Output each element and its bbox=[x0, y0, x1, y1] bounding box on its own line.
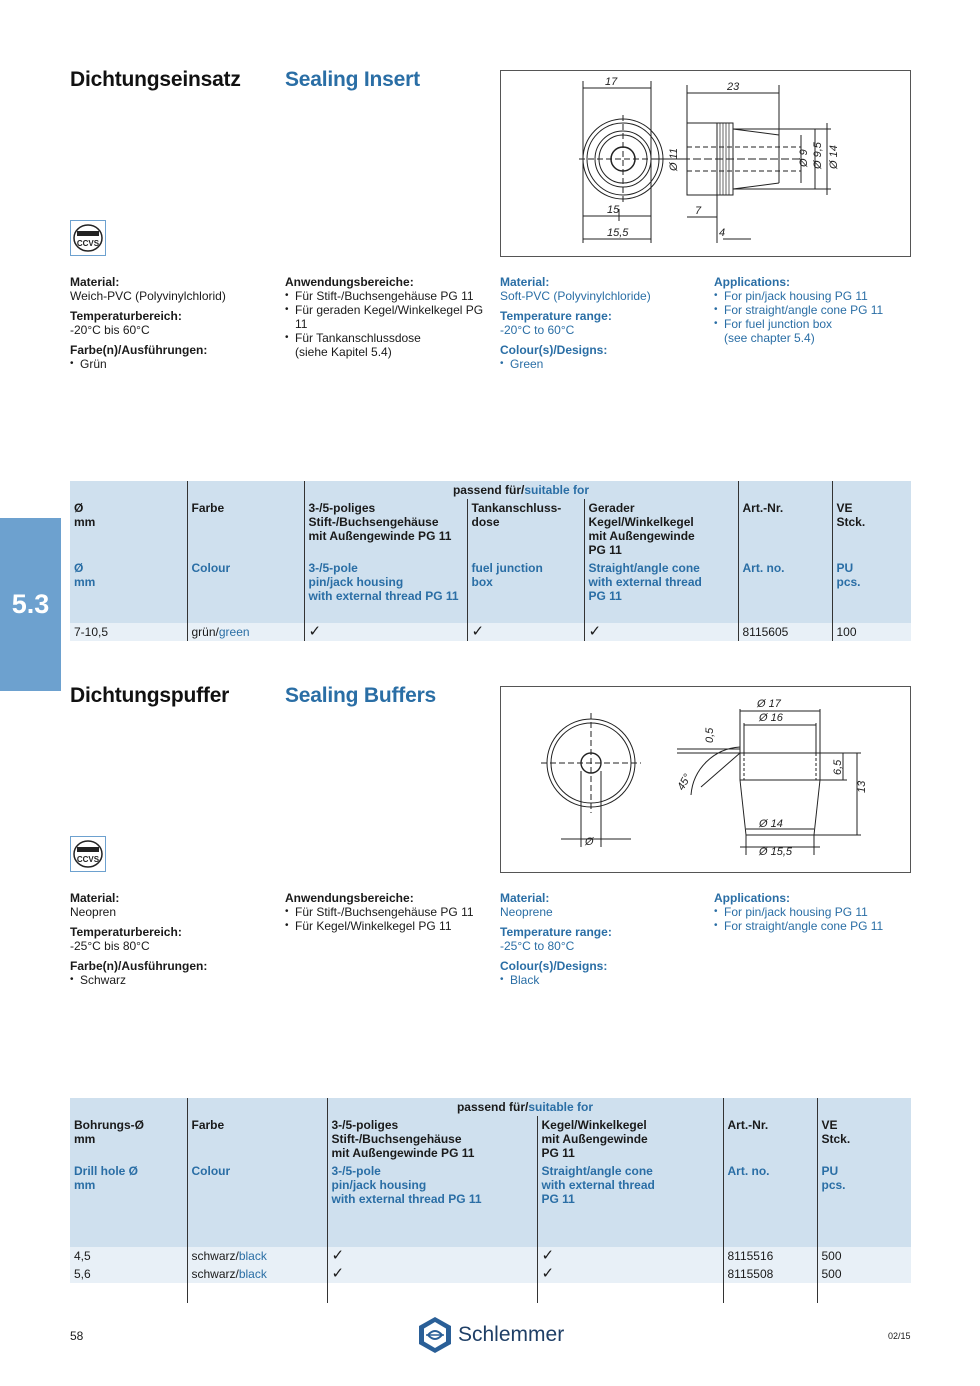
col-header: Art.-Nr. bbox=[723, 1116, 817, 1162]
col-header: Gerader Kegel/Winkelkegel mit Außengewinde PG 11 bbox=[584, 499, 738, 559]
material-value: Soft-PVC (Polyvinylchloride) bbox=[500, 289, 651, 303]
col-header: Farbe bbox=[187, 499, 304, 559]
check-mark: ✓ bbox=[327, 1265, 537, 1283]
colour-label: Colour(s)/Designs: bbox=[500, 343, 608, 357]
col-header: Tankanschluss- dose bbox=[467, 499, 584, 559]
brand-name: Schlemmer bbox=[458, 1323, 565, 1346]
insert-technical-drawing bbox=[500, 70, 911, 257]
apps-label: Applications: bbox=[714, 891, 791, 905]
svg-text:CCVS: CCVS bbox=[76, 855, 100, 864]
col-header: Bohrungs-Ø mm bbox=[70, 1116, 187, 1162]
dim-bore: Ø bbox=[585, 836, 594, 848]
apps-label: Anwendungsbereiche: bbox=[285, 891, 414, 905]
apps-note: (see chapter 5.4) bbox=[724, 331, 815, 345]
apps-label: Anwendungsbereiche: bbox=[285, 275, 414, 289]
dim-65: 6,5 bbox=[832, 759, 844, 775]
insert-apps-en bbox=[714, 275, 914, 345]
dim-d9: Ø 9 bbox=[798, 149, 810, 167]
material-label: Material: bbox=[70, 891, 120, 905]
brand-logo[interactable] bbox=[416, 1315, 564, 1355]
dim-d155: Ø 15,5 bbox=[759, 846, 793, 858]
chapter-tab[interactable] bbox=[0, 518, 61, 691]
certification-logo bbox=[70, 836, 106, 872]
cell-colour: schwarz/black bbox=[187, 1247, 327, 1265]
dim-d14: Ø 14 bbox=[828, 145, 840, 169]
material-value: Weich-PVC (Polyvinylchlorid) bbox=[70, 289, 226, 303]
check-mark: ✓ bbox=[584, 623, 738, 641]
certification-logo bbox=[70, 220, 106, 256]
col-header: 3-/5-poliges Stift-/Buchsengehäuse mit Außengewinde PG 11 bbox=[327, 1116, 537, 1162]
col-header: VE Stck. bbox=[817, 1116, 911, 1162]
temp-label: Temperaturbereich: bbox=[70, 309, 182, 323]
apps-note: (siehe Kapitel 5.4) bbox=[295, 345, 392, 359]
col-header-en: Straight/angle cone with external thread PG 11 bbox=[537, 1162, 723, 1247]
temp-label: Temperaturbereich: bbox=[70, 925, 182, 939]
colour-label: Farbe(n)/Ausführungen: bbox=[70, 343, 208, 357]
cell-pu: 100 bbox=[832, 623, 911, 641]
dim-4: 4 bbox=[719, 227, 726, 239]
buffer-apps-en bbox=[714, 891, 914, 933]
cell-art-no: 8115516 bbox=[723, 1247, 817, 1265]
dim-d11: Ø 11 bbox=[668, 147, 680, 171]
col-header: Art.-Nr. bbox=[738, 499, 832, 559]
temp-label: Temperature range: bbox=[500, 925, 612, 939]
dim-17: 17 bbox=[605, 76, 618, 88]
edition-date: 02/15 bbox=[888, 1331, 911, 1341]
col-header: VE Stck. bbox=[832, 499, 911, 559]
col-header-en: Colour bbox=[187, 1162, 327, 1247]
cell-colour: schwarz/black bbox=[187, 1265, 327, 1283]
apps-item: • For pin/jack housing PG 11 bbox=[714, 289, 914, 303]
apps-item: • Für Stift-/Buchsengehäuse PG 11 bbox=[285, 905, 495, 919]
check-mark: ✓ bbox=[304, 623, 467, 641]
insert-apps-de bbox=[285, 275, 495, 359]
insert-title-en: Sealing Insert bbox=[285, 68, 420, 91]
apps-label: Applications: bbox=[714, 275, 791, 289]
col-header-en: PU pcs. bbox=[832, 559, 911, 623]
temp-value: -20°C to 60°C bbox=[500, 323, 575, 337]
check-mark: ✓ bbox=[327, 1247, 537, 1265]
apps-item: • Für Kegel/Winkelkegel PG 11 bbox=[285, 919, 495, 933]
check-mark: ✓ bbox=[537, 1265, 723, 1283]
buffer-drawing-svg bbox=[501, 687, 910, 872]
material-value: Neoprene bbox=[500, 905, 553, 919]
colour-label: Farbe(n)/Ausführungen: bbox=[70, 959, 208, 973]
buffer-title-de: Dichtungspuffer bbox=[70, 684, 230, 707]
col-header-en: Ø mm bbox=[70, 559, 187, 623]
dim-d17: Ø 17 bbox=[757, 698, 781, 710]
ccvs-logo-icon bbox=[72, 838, 104, 870]
dim-23: 23 bbox=[727, 81, 740, 93]
temp-value: -20°C bis 60°C bbox=[70, 323, 150, 337]
apps-item: • For straight/angle cone PG 11 bbox=[714, 919, 914, 933]
schlemmer-hex-icon bbox=[416, 1315, 454, 1355]
col-header-en: Art. no. bbox=[738, 559, 832, 623]
temp-label: Temperature range: bbox=[500, 309, 612, 323]
col-header-en: Art. no. bbox=[723, 1162, 817, 1247]
insert-props-en bbox=[500, 275, 710, 371]
cell-art-no: 8115508 bbox=[723, 1265, 817, 1283]
col-header-en: Straight/angle cone with external thread PG 11 bbox=[584, 559, 738, 623]
dim-13: 13 bbox=[856, 780, 868, 793]
buffer-spec-table bbox=[70, 1098, 911, 1303]
temp-value: -25°C to 80°C bbox=[500, 939, 575, 953]
temp-value: -25°C bis 80°C bbox=[70, 939, 150, 953]
table-row bbox=[70, 1265, 911, 1283]
apps-item: • Für Stift-/Buchsengehäuse PG 11 bbox=[285, 289, 495, 303]
cell-size: 5,6 bbox=[70, 1265, 187, 1283]
col-header: 3-/5-poliges Stift-/Buchsengehäuse mit Außengewinde PG 11 bbox=[304, 499, 467, 559]
buffer-apps-de bbox=[285, 891, 495, 933]
col-header: Kegel/Winkelkegel mit Außengewinde PG 11 bbox=[537, 1116, 723, 1162]
apps-item: • Für geraden Kegel/Winkelkegel PG 11 bbox=[285, 303, 495, 331]
cell-pu: 500 bbox=[817, 1265, 911, 1283]
col-header-en: 3-/5-pole pin/jack housing with external thread PG 11 bbox=[304, 559, 467, 623]
insert-drawing-svg bbox=[501, 71, 910, 256]
material-value: Neopren bbox=[70, 905, 117, 919]
insert-spec-table bbox=[70, 481, 911, 641]
chapter-number: 5.3 bbox=[11, 589, 50, 619]
table-row bbox=[70, 1247, 911, 1265]
apps-item: • For straight/angle cone PG 11 bbox=[714, 303, 914, 317]
col-header-en: Drill hole Ø mm bbox=[70, 1162, 187, 1247]
cell-colour: grün/green bbox=[187, 623, 304, 641]
table-row bbox=[70, 623, 911, 641]
colour-value: • Black bbox=[500, 973, 710, 987]
dim-d16: Ø 16 bbox=[759, 712, 783, 724]
buffer-props-de bbox=[70, 891, 280, 987]
insert-props-de bbox=[70, 275, 280, 371]
buffer-table-group-header: passend für/suitable for bbox=[327, 1098, 723, 1116]
buffer-props-en bbox=[500, 891, 710, 987]
insert-table-group-header: passend für/suitable for bbox=[304, 481, 738, 499]
cell-pu: 500 bbox=[817, 1247, 911, 1265]
dim-d14: Ø 14 bbox=[759, 818, 783, 830]
insert-title-de: Dichtungseinsatz bbox=[70, 68, 241, 91]
col-header: Farbe bbox=[187, 1116, 327, 1162]
buffer-technical-drawing bbox=[500, 686, 911, 873]
apps-item: • For pin/jack housing PG 11 bbox=[714, 905, 914, 919]
material-label: Material: bbox=[500, 275, 550, 289]
cell-size: 4,5 bbox=[70, 1247, 187, 1265]
check-mark: ✓ bbox=[467, 623, 584, 641]
colour-value: • Green bbox=[500, 357, 710, 371]
cell-art-no: 8115605 bbox=[738, 623, 832, 641]
col-header-en: 3-/5-pole pin/jack housing with external thread PG 11 bbox=[327, 1162, 537, 1247]
ccvs-logo-icon bbox=[72, 222, 104, 254]
colour-value: • Grün bbox=[70, 357, 280, 371]
dim-45: 45° bbox=[675, 772, 694, 793]
col-header-en: Colour bbox=[187, 559, 304, 623]
dim-7: 7 bbox=[695, 205, 702, 217]
dim-155: 15,5 bbox=[607, 227, 629, 239]
material-label: Material: bbox=[70, 275, 120, 289]
col-header: Ø mm bbox=[70, 499, 187, 559]
check-mark: ✓ bbox=[537, 1247, 723, 1265]
page-number: 58 bbox=[70, 1329, 84, 1343]
material-label: Material: bbox=[500, 891, 550, 905]
col-header-en: fuel junction box bbox=[467, 559, 584, 623]
dim-15: 15 bbox=[607, 204, 620, 216]
buffer-title-en: Sealing Buffers bbox=[285, 684, 437, 707]
colour-label: Colour(s)/Designs: bbox=[500, 959, 608, 973]
apps-item: • For fuel junction box bbox=[714, 317, 914, 331]
dim-05: 0,5 bbox=[704, 727, 716, 743]
cell-size: 7-10,5 bbox=[70, 623, 187, 641]
col-header-en: PU pcs. bbox=[817, 1162, 911, 1247]
svg-text:CCVS: CCVS bbox=[76, 239, 100, 248]
colour-value: • Schwarz bbox=[70, 973, 280, 987]
dim-d95: Ø 9,5 bbox=[812, 142, 824, 169]
apps-item: • Für Tankanschlussdose bbox=[285, 331, 495, 345]
